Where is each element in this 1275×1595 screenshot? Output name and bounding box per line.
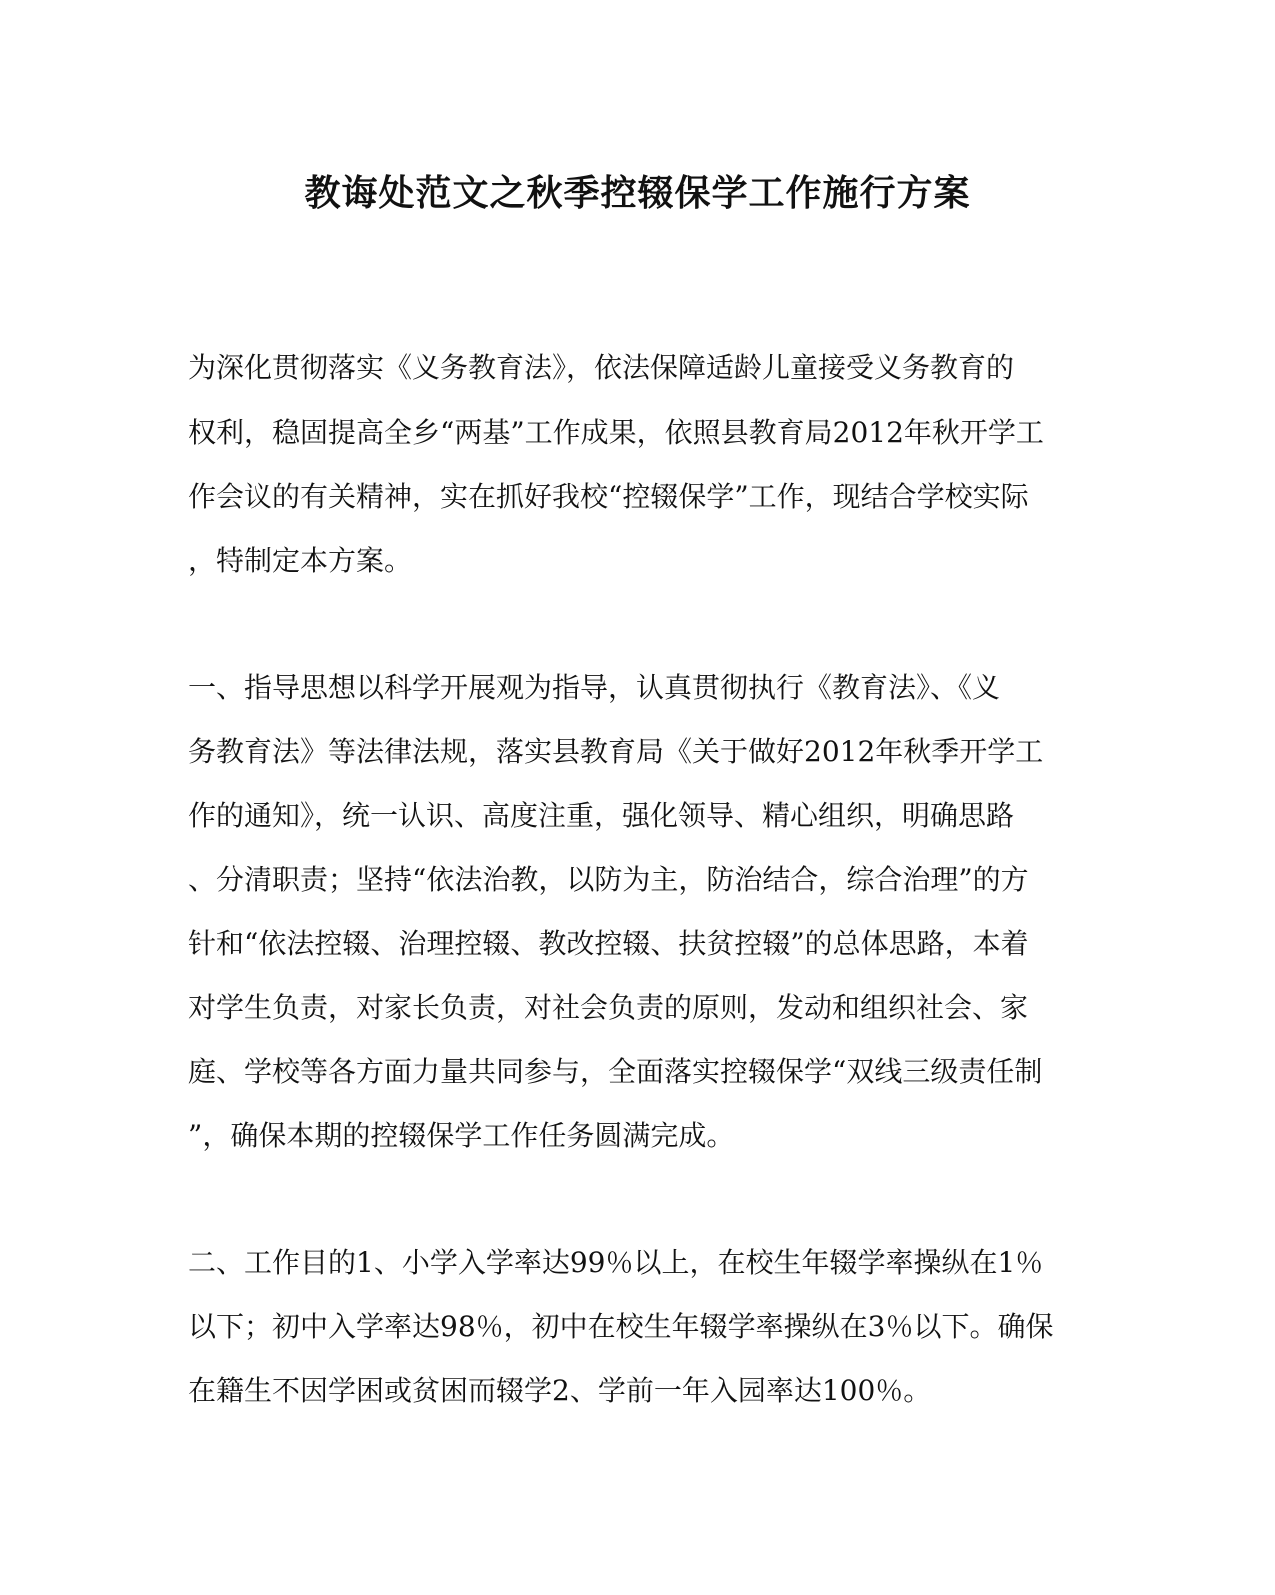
document-title: 教诲处范文之秋季控辍保学工作施行方案 xyxy=(304,172,971,214)
paragraph-2-line-6: 对学生负责，对家长负责，对社会负责的原则，发动和组织社会、家 xyxy=(188,991,1029,1024)
paragraph-2-line-2: 务教育法》等法律法规，落实县教育局《关于做好2012年秋季开学工 xyxy=(188,735,1044,768)
paragraph-3-line-1: 二、工作目的1、小学入学率达99％以上，在校生年辍学率操纵在1％ xyxy=(188,1246,1044,1279)
paragraph-2-line-1: 一、指导思想以科学开展观为指导，认真贯彻执行《教育法》、《义 xyxy=(188,671,1001,704)
paragraph-3-line-2: 以下；初中入学率达98％，初中在校生年辍学率操纵在3％以下。确保 xyxy=(188,1310,1054,1343)
paragraph-2-line-8: ”，确保本期的控辍保学工作任务圆满完成。 xyxy=(188,1119,735,1152)
paragraph-2-line-4: 、分清职责；坚持“依法治教，以防为主，防治结合，综合治理”的方 xyxy=(188,863,1029,896)
paragraph-3-line-3: 在籍生不因学困或贫困而辍学2、学前一年入园率达100％。 xyxy=(188,1374,932,1407)
paragraph-1-line-1: 为深化贯彻落实《义务教育法》，依法保障适龄儿童接受义务教育的 xyxy=(188,351,1015,384)
paragraph-2-line-3: 作的通知》，统一认识、高度注重，强化领导、精心组织，明确思路 xyxy=(188,799,1015,832)
paragraph-2-line-7: 庭、学校等各方面力量共同参与，全面落实控辍保学“双线三级责任制 xyxy=(188,1055,1043,1088)
paragraph-1-line-4: ，特制定本方案。 xyxy=(188,544,413,577)
paragraph-1-line-3: 作会议的有关精神，实在抓好我校“控辍保学”工作，现结合学校实际 xyxy=(188,480,1029,513)
paragraph-2-line-5: 针和“依法控辍、治理控辍、教改控辍、扶贫控辍”的总体思路，本着 xyxy=(188,927,1029,960)
paragraph-1-line-2: 权利，稳固提高全乡“两基”工作成果，依照县教育局2012年秋开学工 xyxy=(188,416,1044,449)
